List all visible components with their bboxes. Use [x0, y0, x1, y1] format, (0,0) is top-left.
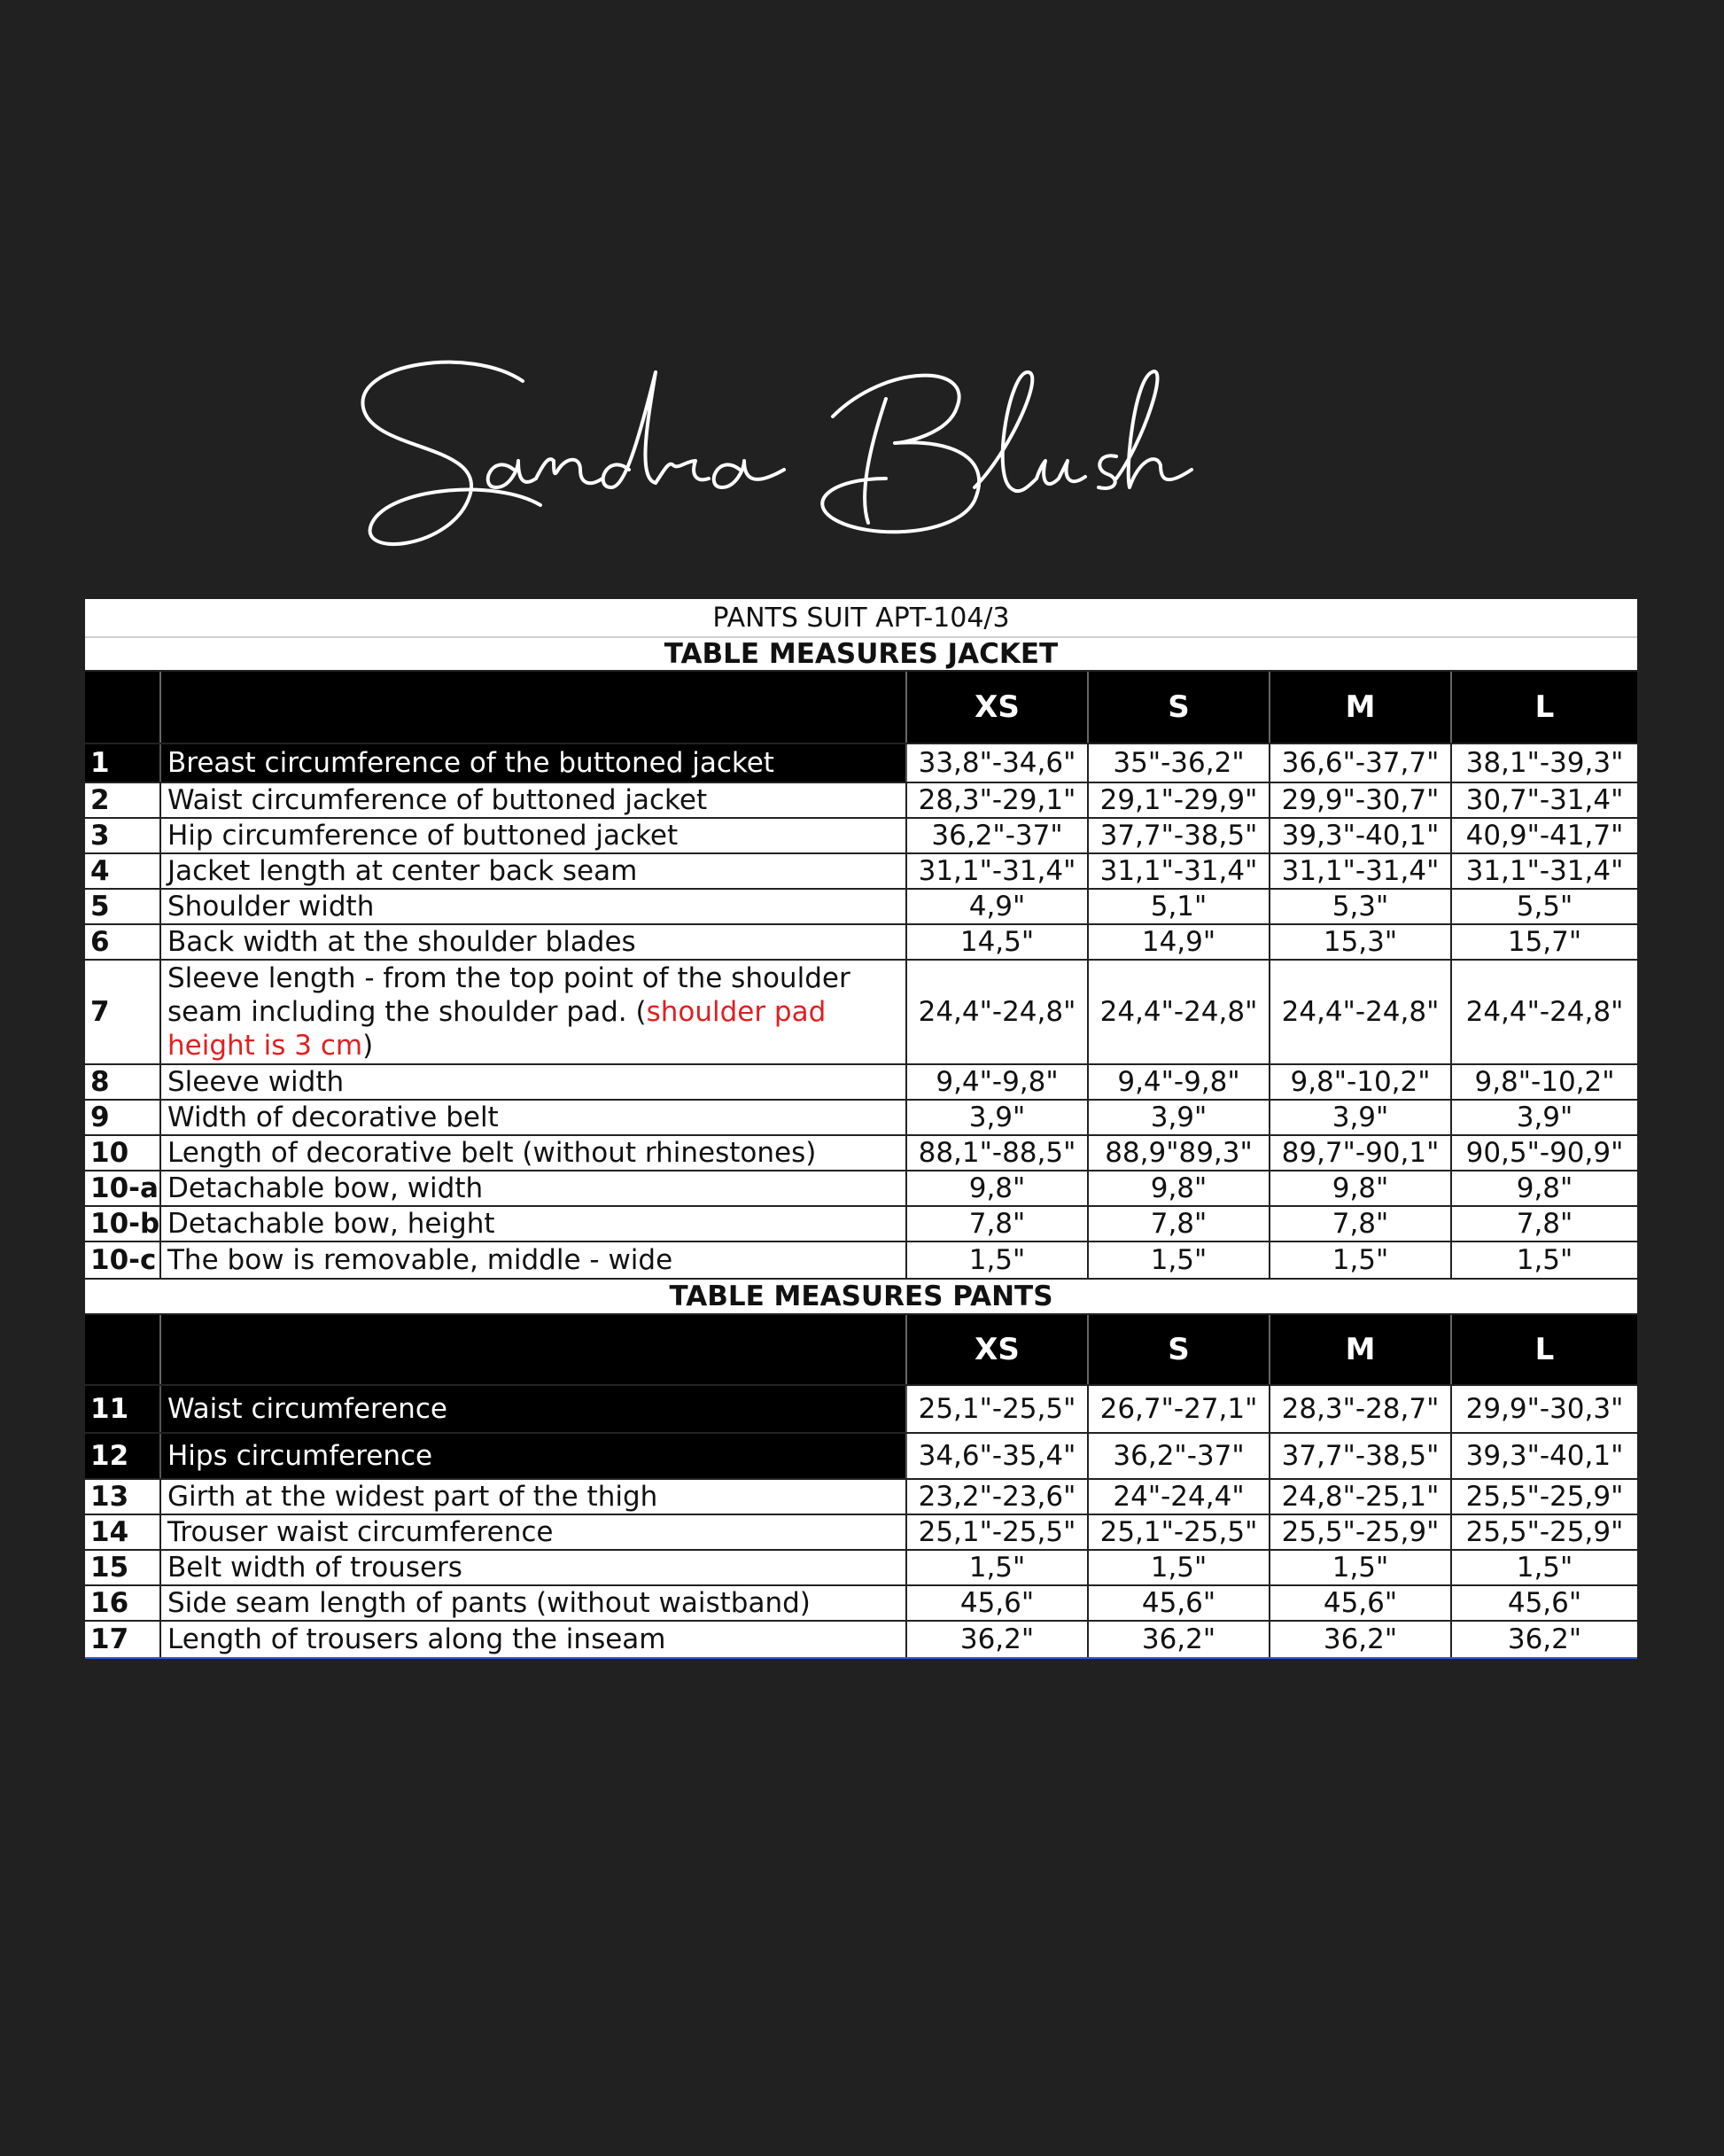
- row-number: 4: [85, 854, 161, 888]
- value-m: 3,9": [1270, 1101, 1452, 1134]
- table-row: [85, 1386, 1637, 1434]
- row-description: Back width at the shoulder blades: [161, 925, 907, 959]
- row-description: Breast circumference of the buttoned jacket: [161, 744, 907, 782]
- measurement-sheet: [85, 599, 1637, 1659]
- value-s: 36,2"-37": [1089, 1434, 1270, 1478]
- value-l: 31,1"-31,4": [1465, 855, 1624, 887]
- table-row: [85, 1065, 1637, 1101]
- size-l-header: L: [1452, 1315, 1637, 1384]
- row-number: 9: [85, 1101, 161, 1134]
- value-s: 31,1"-31,4": [1089, 854, 1270, 888]
- size-s-header: S: [1089, 1315, 1270, 1384]
- value-xs: 25,1"-25,5": [907, 1386, 1089, 1432]
- value-xs: 33,8"-34,6": [907, 744, 1089, 782]
- table-row: [85, 925, 1637, 961]
- table-row: [85, 1622, 1637, 1659]
- value-xs: 28,3"-29,1": [907, 783, 1089, 817]
- size-s-header: S: [1089, 672, 1270, 743]
- value-m: 5,3": [1270, 890, 1452, 923]
- value-xs: 1,5": [907, 1242, 1089, 1278]
- value-s: 25,1"-25,5": [1089, 1515, 1270, 1549]
- header-num-cell: [85, 1315, 161, 1384]
- row-description: Trouser waist circumference: [161, 1515, 907, 1549]
- sleeve-desc-line-2: seam including the shoulder pad. (: [167, 996, 647, 1028]
- row-number: 13: [85, 1480, 161, 1514]
- row-number: 2: [85, 783, 161, 817]
- value-m: 24,4"-24,8": [1270, 961, 1452, 1063]
- row-description: Detachable bow, width: [161, 1171, 907, 1205]
- value-xs: 14,5": [907, 925, 1089, 959]
- row-number: 5: [85, 890, 161, 923]
- value-m: 24,8"-25,1": [1270, 1480, 1452, 1514]
- jacket-heading: TABLE MEASURES JACKET: [85, 638, 1637, 672]
- table-row: [85, 890, 1637, 925]
- value-m: 29,9"-30,7": [1270, 783, 1452, 817]
- size-xs-header: XS: [907, 672, 1089, 743]
- row-number: 7: [85, 961, 161, 1063]
- value-xs: 9,8": [907, 1171, 1089, 1205]
- value-l: 1,5": [1516, 1244, 1573, 1276]
- table-row: [85, 744, 1637, 783]
- row-description: Hips circumference: [161, 1434, 907, 1478]
- value-l: 29,9"-30,3": [1452, 1386, 1637, 1432]
- value-xs: 88,1"-88,5": [907, 1136, 1089, 1170]
- row-number: 11: [85, 1386, 161, 1432]
- size-l-header: L: [1452, 672, 1637, 743]
- value-l: 3,9": [1516, 1101, 1573, 1133]
- row-description: The bow is removable, middle - wide: [161, 1242, 907, 1278]
- row-number: 15: [85, 1551, 161, 1584]
- row-number: 10-b: [85, 1207, 161, 1241]
- row-description: [161, 961, 907, 1063]
- table-row: [85, 1101, 1637, 1136]
- value-l: 38,1"-39,3": [1452, 744, 1637, 782]
- header-num-cell: [85, 672, 161, 743]
- value-s: 9,4"-9,8": [1089, 1065, 1270, 1099]
- table-row: [85, 854, 1637, 890]
- value-m: 1,5": [1270, 1551, 1452, 1584]
- row-number: 6: [85, 925, 161, 959]
- value-m: 7,8": [1270, 1207, 1452, 1241]
- header-desc-cell: [161, 672, 907, 743]
- value-xs: 25,1"-25,5": [907, 1515, 1089, 1549]
- row-number: 10: [85, 1136, 161, 1170]
- size-m-header: M: [1270, 672, 1452, 743]
- value-s: 9,8": [1089, 1171, 1270, 1205]
- row-description: Side seam length of pants (without waistband): [161, 1586, 907, 1620]
- shoulder-pad-height-note: height is 3 cm: [167, 1030, 363, 1062]
- row-number: 3: [85, 819, 161, 852]
- value-l: 25,5"-25,9": [1465, 1481, 1624, 1513]
- row-number: 16: [85, 1586, 161, 1620]
- value-xs: 36,2"-37": [907, 819, 1089, 852]
- value-m: 9,8": [1270, 1171, 1452, 1205]
- value-s: 35"-36,2": [1089, 744, 1270, 782]
- shoulder-pad-note: shoulder pad: [646, 996, 827, 1028]
- value-s: 37,7"-38,5": [1089, 819, 1270, 852]
- row-description: Jacket length at center back seam: [161, 854, 907, 888]
- value-s: 45,6": [1089, 1586, 1270, 1620]
- value-s: 88,9"89,3": [1089, 1136, 1270, 1170]
- value-m: 15,3": [1270, 925, 1452, 959]
- pants-heading: TABLE MEASURES PANTS: [85, 1280, 1637, 1315]
- sleeve-desc-line-1: Sleeve length - from the top point of the shoulder: [167, 962, 850, 994]
- row-number: 12: [85, 1434, 161, 1478]
- table-row: [85, 1242, 1637, 1280]
- table-row: [85, 1171, 1637, 1207]
- row-description: Length of trousers along the inseam: [161, 1622, 907, 1657]
- value-xs: 23,2"-23,6": [907, 1480, 1089, 1514]
- table-row: [85, 961, 1637, 1065]
- value-l: 90,5"-90,9": [1465, 1137, 1624, 1169]
- size-m-header: M: [1270, 1315, 1452, 1384]
- value-m: 31,1"-31,4": [1270, 854, 1452, 888]
- value-l: 39,3"-40,1": [1452, 1434, 1637, 1478]
- value-m: 9,8"-10,2": [1270, 1065, 1452, 1099]
- value-xs: 31,1"-31,4": [907, 854, 1089, 888]
- value-s: 1,5": [1089, 1551, 1270, 1584]
- value-xs: 24,4"-24,8": [907, 961, 1089, 1063]
- table-row: [85, 1551, 1637, 1586]
- value-s: 29,1"-29,9": [1089, 783, 1270, 817]
- table-row: [85, 783, 1637, 819]
- value-m: 36,2": [1270, 1622, 1452, 1657]
- value-xs: 1,5": [907, 1551, 1089, 1584]
- value-l: 7,8": [1516, 1208, 1573, 1240]
- sleeve-desc-end: ): [362, 1030, 374, 1062]
- value-l: 24,4"-24,8": [1465, 996, 1624, 1028]
- row-description: Width of decorative belt: [161, 1101, 907, 1134]
- value-l: 5,5": [1516, 891, 1573, 922]
- pants-size-header: [85, 1315, 1637, 1386]
- row-description: Length of decorative belt (without rhinestones): [161, 1136, 907, 1170]
- value-xs: 45,6": [907, 1586, 1089, 1620]
- value-m: 89,7"-90,1": [1270, 1136, 1452, 1170]
- row-number: 1: [85, 744, 161, 782]
- value-m: 25,5"-25,9": [1270, 1515, 1452, 1549]
- value-l: 45,6": [1507, 1587, 1582, 1619]
- value-m: 45,6": [1270, 1586, 1452, 1620]
- value-l: 15,7": [1507, 926, 1582, 958]
- value-s: 7,8": [1089, 1207, 1270, 1241]
- value-l: 30,7"-31,4": [1465, 784, 1624, 816]
- value-xs: 9,4"-9,8": [907, 1065, 1089, 1099]
- row-number: 10-c: [85, 1242, 161, 1278]
- jacket-size-header: [85, 672, 1637, 744]
- value-xs: 3,9": [907, 1101, 1089, 1134]
- value-m: 36,6"-37,7": [1270, 744, 1452, 782]
- row-description: Girth at the widest part of the thigh: [161, 1480, 907, 1514]
- value-s: 3,9": [1089, 1101, 1270, 1134]
- size-xs-header: XS: [907, 1315, 1089, 1384]
- table-row: [85, 819, 1637, 854]
- row-description: Hip circumference of buttoned jacket: [161, 819, 907, 852]
- row-description: Sleeve width: [161, 1065, 907, 1099]
- row-description: Detachable bow, height: [161, 1207, 907, 1241]
- value-l: 1,5": [1516, 1552, 1573, 1584]
- row-number: 17: [85, 1622, 161, 1657]
- row-description: Shoulder width: [161, 890, 907, 923]
- row-number: 8: [85, 1065, 161, 1099]
- value-l: 9,8"-10,2": [1474, 1066, 1615, 1098]
- table-row: [85, 1434, 1637, 1480]
- row-description: Waist circumference: [161, 1386, 907, 1432]
- value-s: 36,2": [1089, 1622, 1270, 1657]
- value-l: 40,9"-41,7": [1465, 820, 1624, 852]
- row-number: 14: [85, 1515, 161, 1549]
- table-row: [85, 1586, 1637, 1622]
- value-xs: 7,8": [907, 1207, 1089, 1241]
- row-description: Belt width of trousers: [161, 1551, 907, 1584]
- value-s: 26,7"-27,1": [1089, 1386, 1270, 1432]
- row-description: Waist circumference of buttoned jacket: [161, 783, 907, 817]
- value-l: 36,2": [1507, 1623, 1582, 1655]
- value-m: 37,7"-38,5": [1270, 1434, 1452, 1478]
- brand-logo: [337, 346, 1382, 576]
- table-row: [85, 1515, 1637, 1551]
- value-l: 9,8": [1516, 1172, 1573, 1204]
- value-s: 14,9": [1089, 925, 1270, 959]
- value-s: 5,1": [1089, 890, 1270, 923]
- value-xs: 36,2": [907, 1622, 1089, 1657]
- value-xs: 4,9": [907, 890, 1089, 923]
- document-title: PANTS SUIT APT-104/3: [85, 599, 1637, 638]
- row-number: 10-a: [85, 1171, 161, 1205]
- value-m: 39,3"-40,1": [1270, 819, 1452, 852]
- value-m: 1,5": [1270, 1242, 1452, 1278]
- table-row: [85, 1136, 1637, 1171]
- table-row: [85, 1207, 1637, 1242]
- value-s: 24,4"-24,8": [1089, 961, 1270, 1063]
- value-s: 24"-24,4": [1089, 1480, 1270, 1514]
- value-m: 28,3"-28,7": [1270, 1386, 1452, 1432]
- header-desc-cell: [161, 1315, 907, 1384]
- value-xs: 34,6"-35,4": [907, 1434, 1089, 1478]
- table-row: [85, 1480, 1637, 1515]
- value-s: 1,5": [1089, 1242, 1270, 1278]
- value-l: 25,5"-25,9": [1465, 1516, 1624, 1548]
